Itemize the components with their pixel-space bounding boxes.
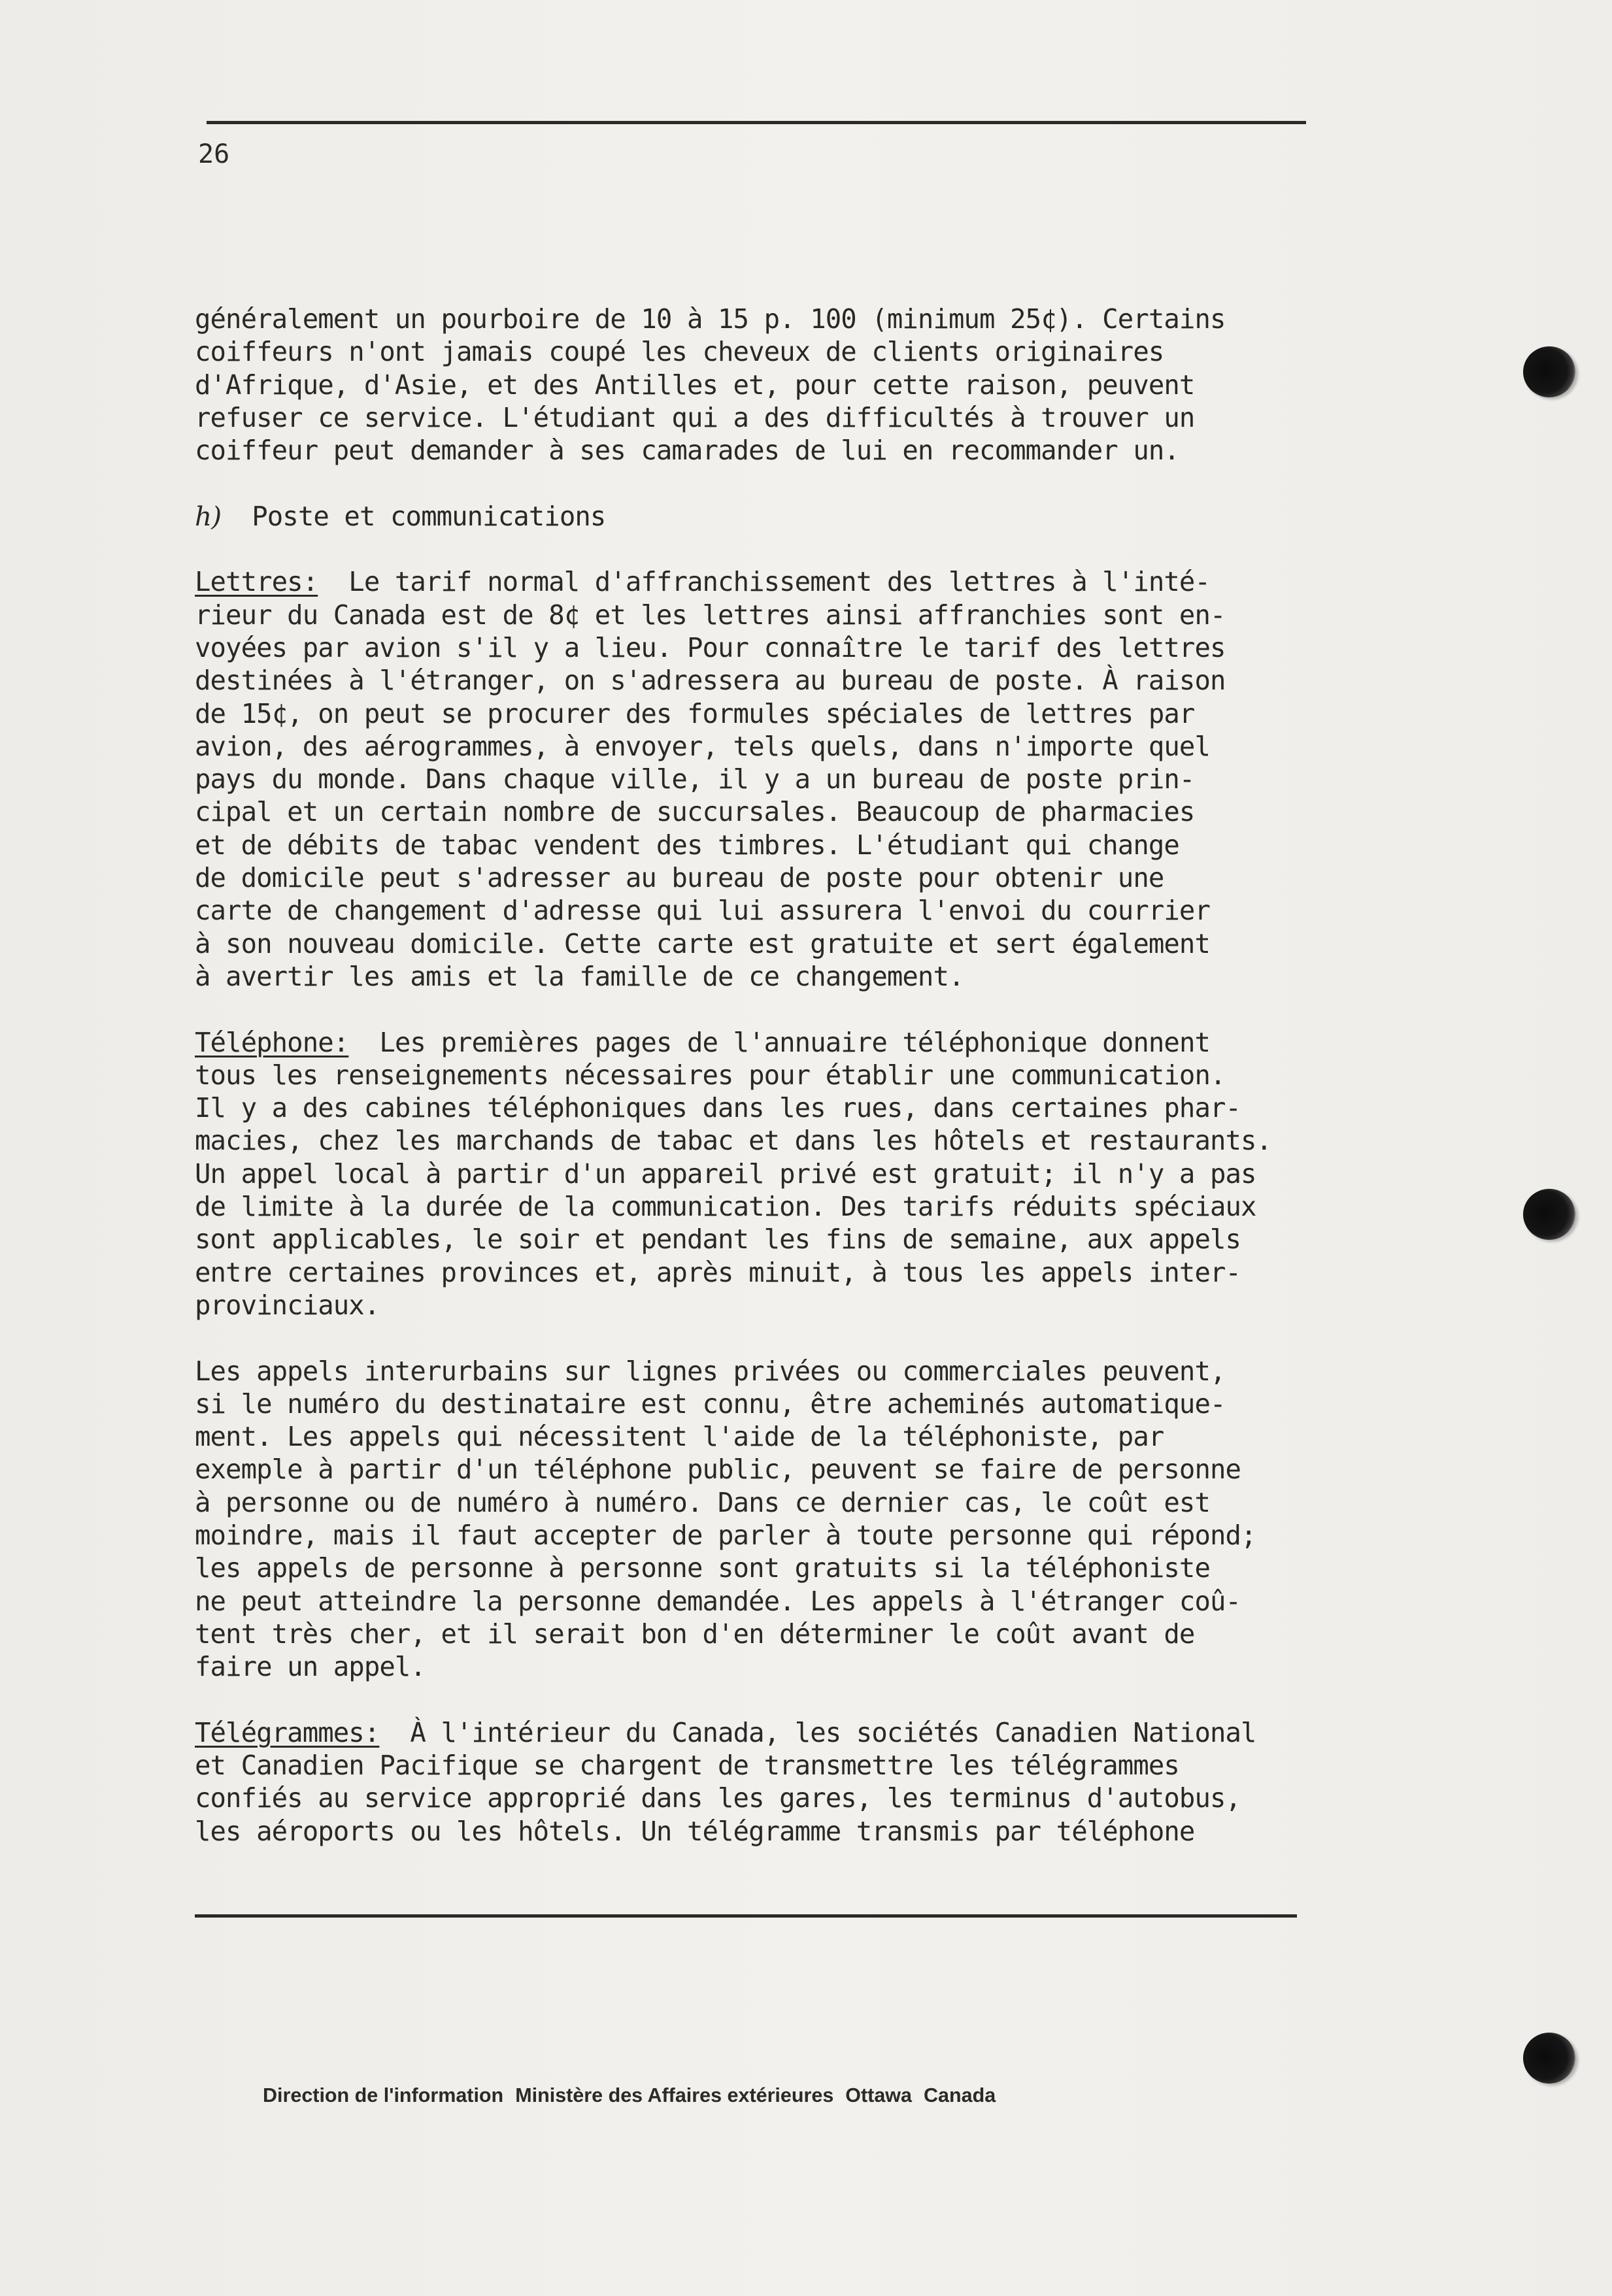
binder-hole-top xyxy=(1523,346,1575,397)
bottom-rule xyxy=(195,1914,1297,1918)
text-line: Il y a des cabines téléphoniques dans les rues, dans certaines phar- xyxy=(195,1092,1241,1124)
text-line: faire un appel. xyxy=(195,1651,426,1683)
text-line: tent très cher, et il serait bon d'en déterminer le coût avant de xyxy=(195,1618,1195,1650)
text-line: sont applicables, le soir et pendant les fins de semaine, aux appels xyxy=(195,1223,1241,1256)
body-text xyxy=(195,303,1385,1848)
text-line: à avertir les amis et la famille de ce changement. xyxy=(195,960,964,992)
text-line: À l'intérieur du Canada, les sociétés Canadien National xyxy=(379,1716,1256,1748)
text-line: moindre, mais il faut accepter de parler à toute personne qui répond; xyxy=(195,1519,1256,1551)
text-line: si le numéro du destinataire est connu, être acheminés automatique- xyxy=(195,1388,1226,1420)
paragraph-telephone xyxy=(195,1026,1385,1322)
text-line: macies, chez les marchands de tabac et dans les hôtels et restaurants. xyxy=(195,1125,1272,1157)
footer-canada: Canada xyxy=(923,2084,996,2106)
text-line: refuser ce service. L'étudiant qui a des difficultés à trouver un xyxy=(195,401,1195,433)
text-line: de limite à la durée de la communication. Des tarifs réduits spéciaux xyxy=(195,1191,1256,1223)
text-line: entre certaines provinces et, après minuit, à tous les appels inter- xyxy=(195,1256,1241,1288)
footer xyxy=(263,2082,1007,2108)
text-line: Les appels interurbains sur lignes privées ou commerciales peuvent, xyxy=(195,1355,1226,1387)
binder-hole-middle xyxy=(1523,1189,1575,1240)
paragraph-appels-interurbains xyxy=(195,1355,1385,1684)
page-number: 26 xyxy=(198,139,230,169)
telephone-label: Téléphone: xyxy=(195,1026,349,1058)
text-line: voyées par avion s'il y a lieu. Pour connaître le tarif des lettres xyxy=(195,631,1226,663)
section-heading xyxy=(195,500,1385,533)
text-line: carte de changement d'adresse qui lui assurera l'envoi du courrier xyxy=(195,895,1210,927)
text-line: cipal et un certain nombre de succursales. Beaucoup de pharmacies xyxy=(195,796,1195,828)
text-line: coiffeur peut demander à ses camarades de lui en recommander un. xyxy=(195,435,1179,467)
text-line: et Canadien Pacifique se chargent de transmettre les télégrammes xyxy=(195,1750,1179,1782)
telegrammes-label: Télégrammes: xyxy=(195,1716,380,1748)
text-line: ne peut atteindre la personne demandée. Les appels à l'étranger coû- xyxy=(195,1585,1241,1617)
text-line: coiffeurs n'ont jamais coupé les cheveux de clients originaires xyxy=(195,336,1164,368)
text-line: exemple à partir d'un téléphone public, peuvent se faire de personne xyxy=(195,1454,1241,1486)
section-title: Poste et communications xyxy=(252,500,606,532)
text-line: Le tarif normal d'affranchissement des lettres à l'inté- xyxy=(318,566,1210,598)
text-line: Les premières pages de l'annuaire téléphonique donnent xyxy=(348,1026,1210,1058)
section-letter: h) xyxy=(195,500,222,532)
text-line: de 15¢, on peut se procurer des formules spéciales de lettres par xyxy=(195,697,1195,729)
lettres-label: Lettres: xyxy=(195,566,318,598)
text-line: à personne ou de numéro à numéro. Dans ce dernier cas, le coût est xyxy=(195,1486,1210,1518)
text-line: destinées à l'étranger, on s'adressera au bureau de poste. À raison xyxy=(195,665,1226,697)
text-line: pays du monde. Dans chaque ville, il y a un bureau de poste prin- xyxy=(195,763,1195,795)
text-line: à son nouveau domicile. Cette carte est gratuite et sert également xyxy=(195,927,1210,959)
paragraph-lettres xyxy=(195,565,1385,993)
text-line: ment. Les appels qui nécessitent l'aide de la téléphoniste, par xyxy=(195,1421,1164,1453)
text-line: avion, des aérogrammes, à envoyer, tels quels, dans n'importe quel xyxy=(195,730,1210,762)
text-line: rieur du Canada est de 8¢ et les lettres ainsi affranchies sont en- xyxy=(195,599,1226,631)
paragraph-telegrammes xyxy=(195,1716,1385,1848)
top-rule xyxy=(207,121,1306,124)
text-line: d'Afrique, d'Asie, et des Antilles et, pour cette raison, peuvent xyxy=(195,369,1195,401)
footer-direction: Direction de l'information xyxy=(263,2084,504,2106)
text-line: confiés au service approprié dans les gares, les terminus d'autobus, xyxy=(195,1782,1241,1814)
footer-ministere: Ministère des Affaires extérieures xyxy=(515,2084,834,2106)
text-line: tous les renseignements nécessaires pour établir une communication. xyxy=(195,1059,1226,1091)
paragraph-coiffeurs xyxy=(195,303,1385,467)
text-line: et de débits de tabac vendent des timbres. L'étudiant qui change xyxy=(195,829,1179,861)
footer-ottawa: Ottawa xyxy=(845,2084,912,2106)
text-line: Un appel local à partir d'un appareil privé est gratuit; il n'y a pas xyxy=(195,1157,1256,1190)
binder-hole-bottom xyxy=(1523,2033,1575,2084)
text-line: généralement un pourboire de 10 à 15 p. 100 (minimum 25¢). Certains xyxy=(195,303,1226,335)
text-line: les aéroports ou les hôtels. Un télégramme transmis par téléphone xyxy=(195,1815,1195,1847)
text-line: de domicile peut s'adresser au bureau de poste pour obtenir une xyxy=(195,862,1164,894)
text-line: les appels de personne à personne sont gratuits si la téléphoniste xyxy=(195,1552,1210,1584)
text-line: provinciaux. xyxy=(195,1289,380,1321)
